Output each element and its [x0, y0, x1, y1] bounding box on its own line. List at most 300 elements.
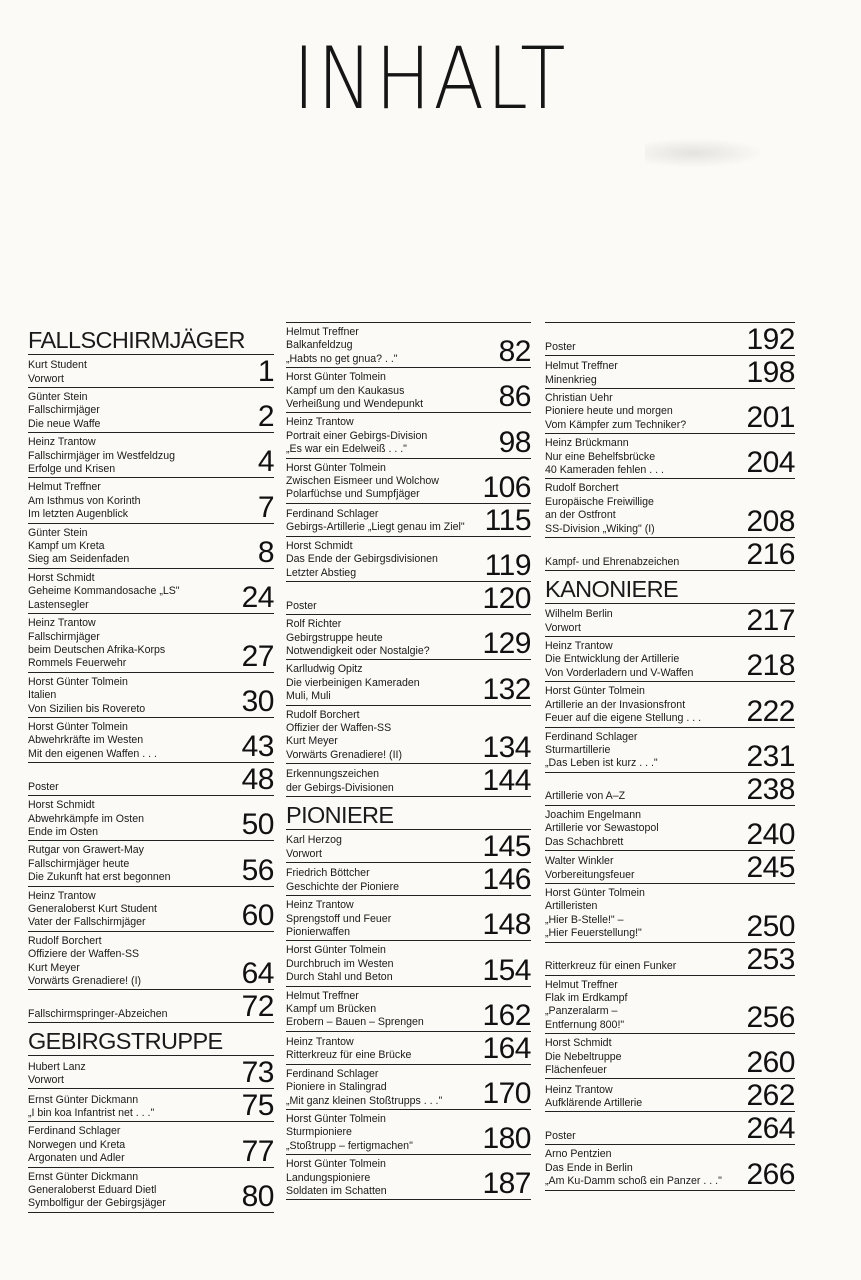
entry-text	[28, 527, 255, 567]
entry-title-line: Polarfüchse und Sumpfjäger	[286, 488, 420, 501]
entry-text	[28, 676, 239, 716]
entry-title-line: Zwischen Eismeer und Wolchow	[286, 475, 439, 488]
toc-entry	[28, 355, 274, 388]
entry-title-line: Poster	[545, 1130, 576, 1142]
page-number: 154	[482, 953, 531, 987]
entry-text	[545, 437, 743, 477]
entry-title-line: Flächenfeuer	[545, 1064, 607, 1076]
entry-title-line: Symbolfigur der Gebirgsjäger	[28, 1197, 166, 1210]
entry-author: Heinz Trantow	[286, 416, 354, 429]
entry-title-line: Offizier der Waffen-SS	[286, 721, 392, 734]
entry-text	[545, 608, 743, 635]
entry-author: Karlludwig Opitz	[286, 663, 363, 676]
page-number: 120	[482, 582, 531, 616]
entry-author: Horst Günter Tolmein	[286, 1113, 386, 1126]
entry-text	[286, 834, 479, 861]
entry-title-line: Artillerie vor Sewastopol	[545, 822, 659, 835]
entry-text	[545, 1117, 743, 1144]
entry-author	[28, 995, 239, 1008]
entry-author: Helmut Treffner	[28, 481, 101, 494]
page-number: 245	[746, 850, 795, 884]
page-number: 162	[482, 998, 531, 1032]
entry-author: Heinz Brückmann	[545, 437, 629, 450]
entry-title-line: Mit den eigenen Waffen . . .	[28, 747, 157, 760]
entry-title-line: Portrait einer Gebirgs-Division	[286, 429, 428, 442]
entry-author: Horst Günter Tolmein	[28, 720, 128, 733]
toc-entry	[286, 1155, 531, 1200]
entry-text	[28, 935, 239, 989]
page-number: 238	[746, 772, 795, 806]
entry-author: Horst Günter Tolmein	[286, 371, 386, 384]
entry-author: Rudolf Borchert	[545, 482, 619, 495]
entry-title-line: Europäische Freiwillige	[545, 495, 654, 508]
entry-title-line: Kampf- und Ehrenabzeichen	[545, 555, 680, 568]
entry-text	[545, 855, 743, 882]
page-number: 60	[241, 898, 274, 932]
entry-author: Helmut Treffner	[286, 989, 359, 1002]
entry-title-line: Nur eine Behelfsbrücke	[545, 450, 656, 463]
entry-author: Helmut Treffner	[545, 360, 618, 373]
entry-title-line: Letzter Abstieg	[286, 566, 357, 579]
toc-entry	[286, 660, 531, 705]
entry-author: Joachim Engelmann	[545, 808, 641, 821]
entry-title-line: Norwegen und Kreta	[28, 1138, 126, 1151]
entry-author: Karl Herzog	[286, 834, 342, 847]
entry-text	[28, 1094, 239, 1121]
entry-text	[28, 481, 255, 521]
entry-title-line: Italien	[28, 689, 57, 702]
page-number: 262	[746, 1079, 795, 1113]
entry-author: Ferdinand Schlager	[545, 730, 638, 743]
entry-text	[28, 1061, 239, 1088]
entry-title-line: Fallschirmspringer-Abzeichen	[28, 1008, 168, 1021]
toc-entry	[545, 1079, 795, 1112]
toc-entry	[545, 538, 795, 571]
entry-title-line: „Am Ku-Damm schoß ein Panzer . . ."	[545, 1175, 722, 1188]
entry-title-line: Notwendigkeit oder Nostalgie?	[286, 644, 430, 657]
entry-title-line: „Es war ein Edelweiß . . ."	[286, 443, 407, 456]
entry-text	[286, 1158, 479, 1198]
entry-text	[286, 508, 482, 535]
entry-title-line: Sieg am Seidenfaden	[28, 553, 130, 566]
entry-author: Heinz Trantow	[286, 1036, 354, 1048]
entry-title-line: Flak im Erdkampf	[545, 991, 628, 1004]
entry-text	[545, 360, 743, 387]
entry-title-line: Die Zukunft hat erst begonnen	[28, 871, 171, 884]
entry-title-line: Landungspioniere	[286, 1171, 371, 1184]
toc-entry	[286, 582, 531, 615]
page-number: 250	[746, 909, 795, 943]
toc-entry	[286, 413, 531, 458]
page-number: 7	[257, 490, 274, 524]
entry-text	[545, 640, 743, 680]
entry-text	[286, 1036, 479, 1063]
entry-author: Horst Günter Tolmein	[286, 461, 386, 474]
page-number: 129	[482, 627, 531, 661]
entry-title-line: Vater der Fallschirmjäger	[28, 916, 146, 929]
entry-text	[545, 1084, 743, 1111]
entry-author	[545, 542, 743, 555]
entry-title-line: an der Ostfront	[545, 509, 616, 522]
entry-text	[28, 1171, 239, 1211]
paper-smudge	[645, 138, 765, 168]
page-number: 8	[257, 535, 274, 569]
entry-author: Heinz Trantow	[545, 640, 613, 653]
entry-title-line: Gebirgstruppe heute	[286, 631, 383, 644]
entry-title-line: Durchbruch im Westen	[286, 957, 394, 970]
entry-text	[28, 436, 255, 476]
entry-title-line: Poster	[545, 340, 576, 353]
entry-title-line: Sturmpioniere	[286, 1126, 352, 1139]
entry-text	[28, 391, 255, 431]
entry-title-line: Kurt Meyer	[286, 735, 338, 748]
entry-title-line: „Hier B-Stelle!" –	[545, 913, 624, 926]
entry-text	[28, 844, 239, 884]
toc-entry	[286, 537, 531, 582]
page-number: 134	[482, 731, 531, 765]
toc-entry	[28, 524, 274, 569]
entry-title-line: Artillerie von A–Z	[545, 790, 626, 803]
entry-title-line: Feuer auf die eigene Stellung . . .	[545, 712, 702, 725]
entry-author: Günter Stein	[28, 526, 88, 539]
entry-text	[286, 586, 479, 613]
toc-entry	[28, 478, 274, 523]
entry-title-line: Fallschirmjäger	[28, 630, 100, 643]
toc-entry	[286, 1110, 531, 1155]
section-heading: FALLSCHIRMJÄGER	[28, 322, 274, 355]
entry-author: Walter Winkler	[545, 855, 614, 868]
toc-entry	[545, 356, 795, 389]
page-title: INHALT	[292, 29, 569, 129]
entry-author: Wilhelm Berlin	[545, 608, 613, 621]
entry-title-line: Sturmartillerie	[545, 743, 611, 756]
entry-title-line: Aufklärende Artillerie	[545, 1097, 643, 1109]
toc-entry	[286, 459, 531, 504]
entry-text	[545, 887, 743, 941]
toc-entry	[286, 504, 531, 537]
page-number: 192	[746, 323, 795, 356]
entry-author	[545, 1117, 743, 1130]
entry-text	[286, 899, 479, 939]
entry-text	[286, 540, 482, 580]
toc-entry	[545, 1112, 795, 1145]
entry-title-line: Ritterkreuz für eine Brücke	[286, 1049, 412, 1062]
toc-entry	[286, 896, 531, 941]
toc-entry	[545, 479, 795, 538]
entry-title-line: Lastensegler	[28, 598, 89, 611]
toc-column-3	[545, 322, 795, 1191]
page-number: 2	[257, 400, 274, 434]
entry-title-line: Vorwärts Grenadiere! (I)	[28, 975, 142, 988]
toc-entry	[286, 706, 531, 765]
toc-entry	[545, 884, 795, 943]
toc-entry	[286, 1032, 531, 1065]
entry-text	[28, 1125, 239, 1165]
toc-entry	[545, 389, 795, 434]
entry-title-line: Poster	[28, 780, 59, 793]
entry-title-line: Artillerie an der Invasionsfront	[545, 698, 686, 711]
toc-entry	[545, 1034, 795, 1079]
toc-entry	[545, 434, 795, 479]
entry-title-line: „Stoßtrupp – fertigmachen"	[286, 1139, 413, 1152]
entry-title-line: Generaloberst Kurt Student	[28, 903, 157, 915]
entry-author: Heinz Trantow	[286, 899, 354, 912]
toc-entry	[286, 368, 531, 413]
page-number: 82	[498, 335, 531, 369]
entry-title-line: Gebirgs-Artillerie „Liegt genau im Ziel"	[286, 521, 465, 534]
entry-author: Heinz Trantow	[28, 436, 96, 449]
toc-entry	[28, 718, 274, 763]
entry-title-line: Durch Stahl und Beton	[286, 971, 393, 984]
entry-title-line: Vorwort	[28, 1074, 64, 1087]
entry-title-line: Vorwort	[28, 372, 64, 385]
toc-entry	[545, 976, 795, 1035]
entry-title-line: Kampf um Brücken	[286, 1003, 377, 1015]
entry-title-line: Ritterkreuz für einen Funker	[545, 960, 677, 973]
toc-entry	[545, 851, 795, 884]
toc-entry	[545, 1145, 795, 1190]
page-number: 208	[746, 505, 795, 539]
entry-author	[545, 777, 743, 790]
toc-entry	[28, 433, 274, 478]
entry-text	[28, 995, 239, 1022]
entry-author: Rudolf Borchert	[286, 708, 360, 721]
toc-entry	[545, 728, 795, 773]
toc-column-1	[28, 322, 274, 1213]
entry-author: Helmut Treffner	[545, 978, 618, 991]
entry-title-line: Fallschirmjäger im Westfeldzug	[28, 449, 175, 462]
entry-text	[286, 768, 479, 795]
entry-author: Horst Günter Tolmein	[545, 886, 645, 899]
entry-text	[286, 462, 479, 502]
page-number: 266	[746, 1157, 795, 1191]
page-number: 64	[241, 957, 274, 991]
entry-title-line: Kampf um den Kaukasus	[286, 384, 405, 397]
entry-text	[545, 1037, 743, 1077]
toc-entry	[28, 1168, 274, 1213]
entry-author: Horst Günter Tolmein	[28, 675, 128, 688]
toc-entry	[28, 1122, 274, 1167]
entry-text	[286, 944, 479, 984]
page-number: 77	[241, 1134, 274, 1168]
entry-text	[545, 542, 743, 569]
page-number: 132	[482, 672, 531, 706]
page-number: 50	[241, 808, 274, 842]
entry-author: Hubert Lanz	[28, 1060, 86, 1073]
entry-title-line: beim Deutschen Afrika-Korps	[28, 643, 166, 656]
entry-author: Rolf Richter	[286, 618, 342, 631]
page-number: 164	[482, 1031, 531, 1065]
entry-title-line: Balkanfeldzug	[286, 339, 353, 352]
page-number: 145	[482, 830, 531, 864]
entry-title-line: Minenkrieg	[545, 373, 597, 386]
entry-text	[286, 1113, 479, 1153]
toc-entry	[545, 773, 795, 806]
entry-author	[286, 586, 479, 599]
entry-title-line: 40 Kameraden fehlen . . .	[545, 464, 664, 477]
toc-entry	[286, 987, 531, 1032]
entry-title-line: Die vierbeinigen Kameraden	[286, 676, 420, 689]
entry-author: Horst Günter Tolmein	[545, 685, 645, 698]
page-number: 253	[746, 942, 795, 976]
entry-text	[28, 572, 239, 612]
page-number: 80	[241, 1179, 274, 1213]
entry-title-line: Vorwärts Grenadiere! (II)	[286, 748, 402, 761]
toc-entry	[286, 323, 531, 368]
toc-entry	[286, 764, 531, 797]
entry-text	[286, 663, 479, 703]
entry-title-line: „Habts no get gnua? . ."	[286, 352, 398, 365]
entry-title-line: Vom Kämpfer zum Techniker?	[545, 418, 687, 431]
entry-title-line: Generaloberst Eduard Dietl	[28, 1184, 157, 1197]
entry-title-line: Artilleristen	[545, 900, 598, 913]
page-number: 198	[746, 356, 795, 389]
page-number: 218	[746, 649, 795, 683]
entry-title-line: Die Nebeltruppe	[545, 1050, 622, 1063]
entry-author: Horst Schmidt	[28, 799, 95, 812]
entry-title-line: Im letzten Augenblick	[28, 508, 129, 521]
entry-text	[286, 1068, 479, 1108]
page-number: 148	[482, 908, 531, 942]
page-number: 115	[484, 503, 531, 537]
entry-author: Günter Stein	[28, 391, 88, 403]
toc-entry	[28, 614, 274, 673]
entry-title-line: „I bin koa Infantrist net . . ."	[28, 1107, 155, 1120]
entry-title-line: Erfolge und Krisen	[28, 463, 116, 476]
toc-entry	[28, 990, 274, 1023]
entry-author: Christian Uehr	[545, 392, 613, 404]
toc-entry	[28, 887, 274, 932]
toc-column-2	[286, 322, 531, 1200]
toc-entry	[286, 1065, 531, 1110]
page-number: 240	[746, 817, 795, 851]
entry-author: Horst Günter Tolmein	[286, 944, 386, 957]
entry-title-line: Pioniere in Stalingrad	[286, 1081, 387, 1094]
entry-title-line: Kampf um Kreta	[28, 540, 105, 553]
entry-title-line: „Panzeralarm –	[545, 1005, 618, 1018]
page-number: 86	[498, 380, 531, 414]
toc-entry	[28, 388, 274, 433]
entry-author: Horst Schmidt	[545, 1037, 612, 1050]
toc-entry	[28, 673, 274, 718]
entry-title-line: Geschichte der Pioniere	[286, 880, 400, 893]
entry-title-line: Von Vorderladern und V-Waffen	[545, 666, 694, 679]
entry-author: Helmut Treffner	[286, 326, 359, 338]
page-number: 56	[241, 853, 274, 887]
entry-title-line: Verheißung und Wendepunkt	[286, 398, 424, 411]
entry-author: Erkennungszeichen	[286, 768, 380, 781]
entry-text	[545, 685, 743, 725]
section-heading: GEBIRGSTRUPPE	[28, 1023, 274, 1056]
page-number: 43	[241, 730, 274, 764]
page-number: 264	[746, 1112, 795, 1146]
entry-title-line: Entfernung 800!"	[545, 1018, 625, 1031]
entry-title-line: Das Ende in Berlin	[545, 1161, 633, 1174]
entry-title-line: Argonaten und Adler	[28, 1152, 125, 1165]
entry-text	[286, 618, 479, 658]
entry-title-line: der Gebirgs-Divisionen	[286, 781, 394, 794]
page-number: 260	[746, 1046, 795, 1080]
page-number: 72	[241, 990, 274, 1024]
entry-title-line: Erobern – Bauen – Sprengen	[286, 1016, 424, 1029]
entry-title-line: Vorbereitungsfeuer	[545, 868, 635, 881]
page-number: 187	[482, 1167, 531, 1201]
entry-title-line: Geheime Kommandosache „LS"	[28, 585, 180, 598]
toc-entry	[286, 941, 531, 986]
page-number: 144	[482, 764, 531, 798]
entry-author: Heinz Trantow	[28, 889, 96, 902]
toc-entry	[28, 1089, 274, 1122]
entry-title-line: Fallschirmjäger	[28, 404, 100, 417]
toc-entry	[28, 796, 274, 841]
page-number: 27	[241, 639, 274, 673]
entry-author: Ferdinand Schlager	[286, 508, 379, 521]
entry-author: Kurt Student	[28, 359, 87, 372]
toc-entry	[545, 806, 795, 851]
toc-entry	[545, 323, 795, 356]
entry-title-line: „Mit ganz kleinen Stoßtrupps . . ."	[286, 1094, 443, 1107]
toc-entry	[545, 604, 795, 637]
page-number: 217	[746, 604, 795, 638]
entry-title-line: Fallschirmjäger heute	[28, 857, 130, 870]
entry-text	[545, 731, 743, 771]
page-number: 24	[241, 581, 274, 615]
entry-text	[286, 416, 496, 456]
entry-author: Horst Günter Tolmein	[286, 1158, 386, 1171]
entry-text	[286, 709, 479, 763]
entry-text	[28, 721, 239, 761]
entry-text	[28, 890, 239, 930]
entry-text	[545, 392, 743, 432]
page-number: 180	[482, 1122, 531, 1156]
page-number: 4	[257, 445, 274, 479]
page-number: 231	[746, 739, 795, 773]
entry-text	[286, 867, 479, 894]
page-number: 106	[482, 470, 531, 504]
toc-entry	[286, 615, 531, 660]
entry-title-line: Pioniere heute und morgen	[545, 405, 673, 418]
section-heading: PIONIERE	[286, 797, 531, 830]
toc-entry	[28, 932, 274, 991]
entry-title-line: Rommels Feuerwehr	[28, 657, 127, 670]
entry-text	[286, 990, 479, 1030]
entry-author: Arno Pentzien	[545, 1148, 612, 1161]
entry-author: Ernst Günter Dickmann	[28, 1170, 139, 1183]
entry-title-line: Kurt Meyer	[28, 961, 80, 974]
page-number: 73	[241, 1056, 274, 1090]
entry-text	[545, 1148, 743, 1188]
page-number: 146	[482, 863, 531, 897]
toc-entry	[28, 763, 274, 796]
entry-author: Rutgar von Grawert-May	[28, 844, 144, 857]
entry-title-line: Abwehrkämpfe im Osten	[28, 812, 144, 825]
entry-text	[286, 371, 496, 411]
toc-entry	[545, 637, 795, 682]
entry-title-line: Abwehrkräfte im Westen	[28, 734, 144, 747]
entry-title-line: Am Isthmus von Korinth	[28, 494, 141, 507]
entry-text	[545, 947, 743, 974]
entry-text	[545, 327, 743, 354]
entry-text	[28, 799, 239, 839]
entry-author: Horst Schmidt	[28, 571, 95, 584]
entry-title-line: Offiziere der Waffen-SS	[28, 948, 140, 961]
section-heading: KANONIERE	[545, 571, 795, 604]
page-number: 48	[241, 763, 274, 797]
entry-text	[28, 359, 255, 386]
entry-author: Heinz Trantow	[28, 617, 96, 630]
entry-text	[545, 979, 743, 1033]
page-number: 30	[241, 684, 274, 718]
